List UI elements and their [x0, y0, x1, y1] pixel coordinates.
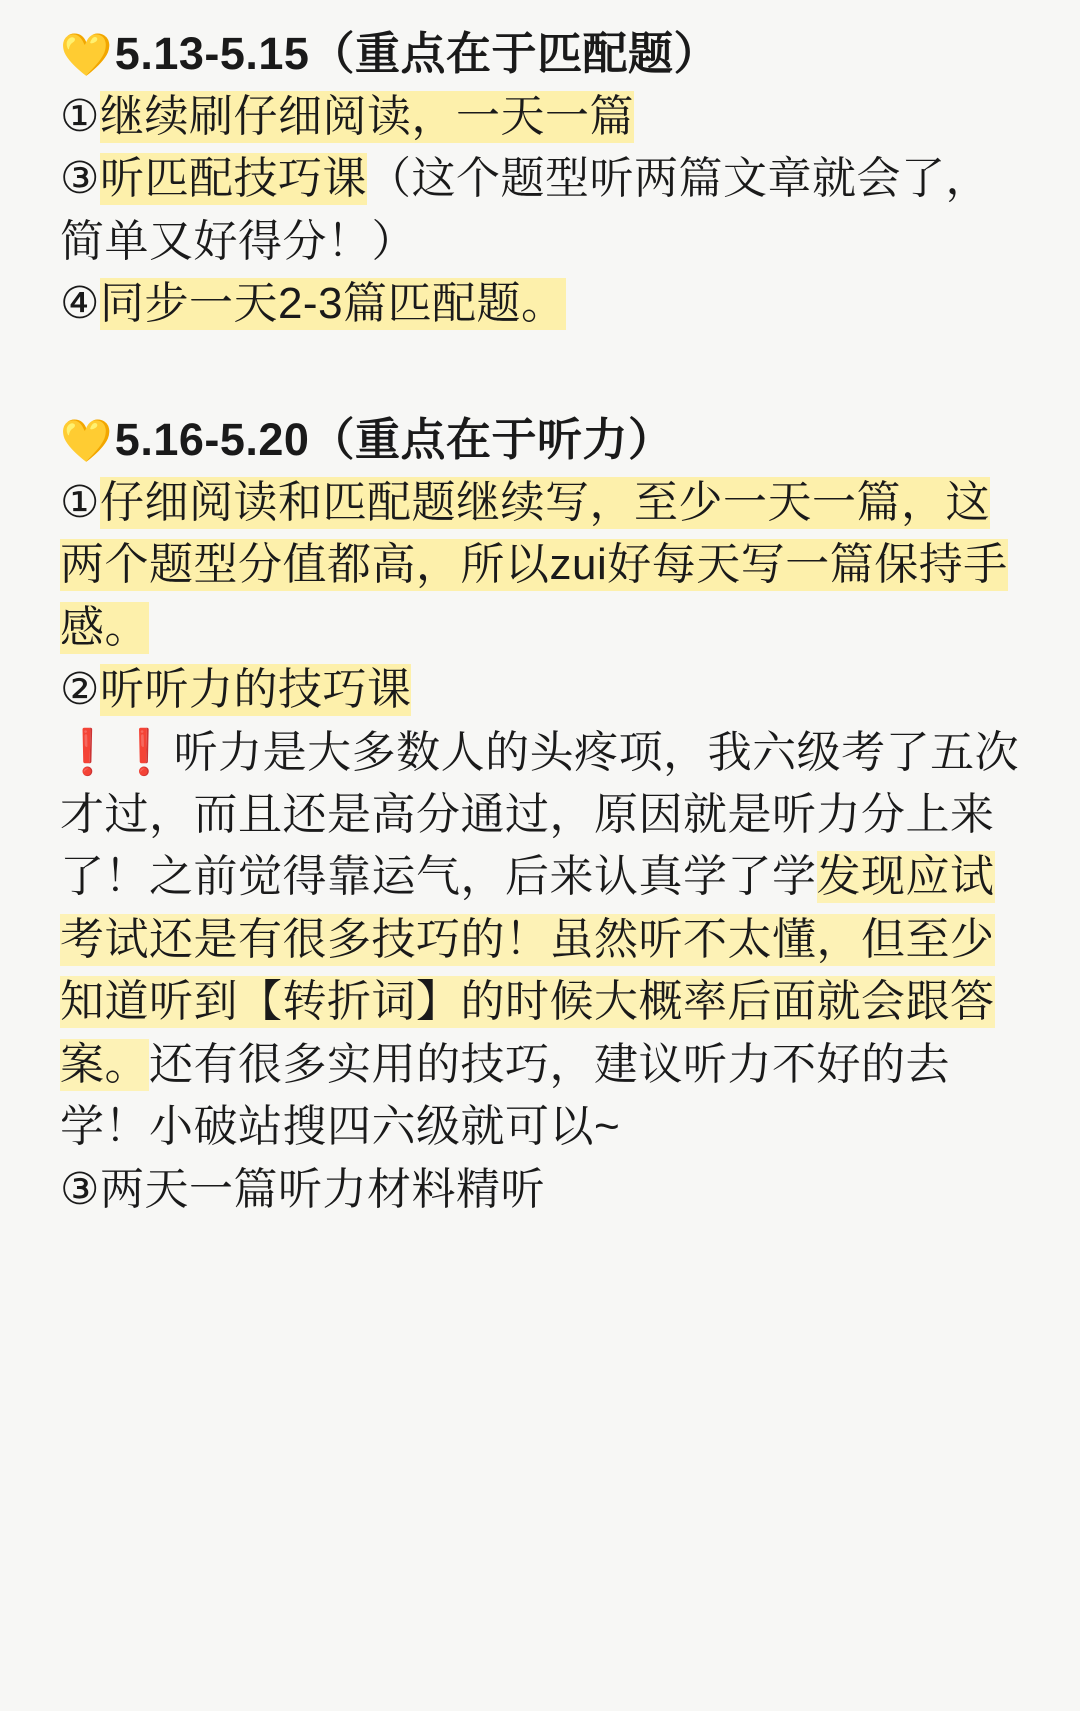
- list-item: [60, 86, 1020, 148]
- highlighted-text: 继续刷仔细阅读，一天一篇: [99, 91, 634, 141]
- list-item-rest: （这个题型听两篇文章就会了，简单又好得分！）: [60, 154, 990, 266]
- list-marker: ①: [60, 477, 100, 527]
- highlighted-text: 听听力的技巧课: [99, 665, 412, 715]
- section-1-heading: [60, 22, 1020, 86]
- list-marker: ③: [60, 154, 100, 204]
- note-paragraph: [60, 722, 1020, 1159]
- highlighted-text: 听匹配技巧课: [99, 154, 367, 204]
- exclamation-icon: ❗❗: [60, 727, 174, 777]
- list-item: [60, 1159, 1020, 1221]
- list-item: [60, 472, 1020, 659]
- list-marker: ③: [60, 1164, 100, 1214]
- section-2-heading: [60, 408, 1020, 472]
- list-item: [60, 659, 1020, 721]
- note-paragraph-text-2: 还有很多实用的技巧，建议听力不好的去学！小破站搜四六级就可以~: [60, 1039, 950, 1152]
- section-1-heading-note: （重点在于匹配题）: [309, 28, 719, 79]
- yellow-heart-icon: 💛: [60, 31, 113, 78]
- section-2-heading-note: （重点在于听力）: [309, 413, 674, 465]
- section-2-date-range: 5.16-5.20: [114, 413, 310, 465]
- note-paragraph-text-1: 听力是大多数人的头疼项，我六级考了五次才过，而且还是高分通过，原因就是听力分上来了！之前觉得靠运气，后来认真学了学: [60, 727, 1020, 902]
- yellow-heart-icon: 💛: [60, 416, 113, 464]
- list-marker: ①: [60, 91, 100, 141]
- section-1: [60, 22, 1020, 336]
- section-1-date-range: 5.13-5.15: [114, 28, 310, 79]
- highlighted-text: 仔细阅读和匹配题继续写，至少一天一篇，这两个题型分值都高，所以zui好每天写一篇保持手感。: [60, 477, 1008, 652]
- list-item: [60, 273, 1020, 335]
- list-marker: ④: [60, 279, 100, 329]
- list-item: [60, 148, 1020, 273]
- highlighted-text: 同步一天2-3篇匹配题。: [99, 279, 566, 329]
- list-marker: ②: [60, 665, 100, 715]
- section-2: [60, 408, 1020, 1222]
- section-divider: [60, 346, 1020, 408]
- highlighted-text: 发现应试考试还是有很多技巧的！虽然听不太懂，但至少知道听到【转折词】的时候大概率后面就会跟答案。: [60, 852, 995, 1089]
- list-item-rest: 两天一篇听力材料精听: [99, 1164, 545, 1214]
